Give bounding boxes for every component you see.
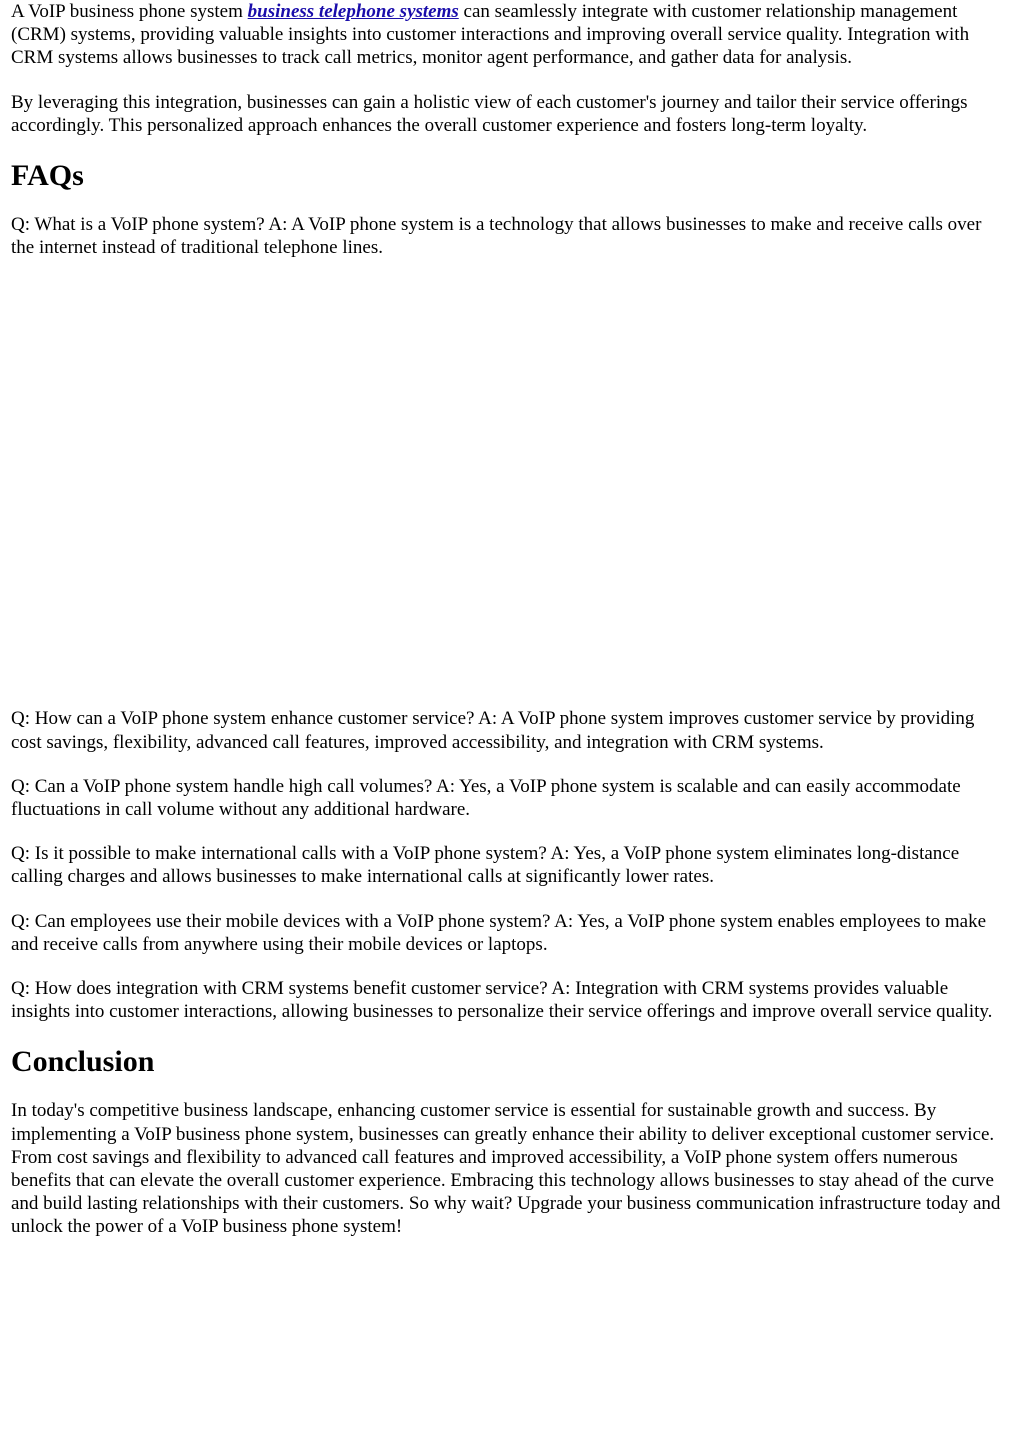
document-page [11,0,1003,1239]
faq-item-1: Q: What is a VoIP phone system? A: A VoIP phone system is a technology that allows businesses to make and receive calls over the internet instead of traditional telephone lines. [11,214,982,259]
faq-item-3: Q: Can a VoIP phone system handle high call volumes? A: Yes, a VoIP phone system is scalable and can easily accommodate fluctuations in call volume without any additional hardware. [11,775,961,821]
faq-item-2: Q: How can a VoIP phone system enhance customer service? A: A VoIP phone system improves customer service by providing cost savings, flexibility, advanced call features, improved accessibility, and integration with CRM systems. [11,708,975,753]
faq-item-5: Q: Can employees use their mobile devices with a VoIP phone system? A: Yes, a VoIP phone system enables employees to make and receive calls from anywhere using their mobile devices or laptops. [11,910,987,955]
intro-text-before-link: A VoIP business phone system [11,1,248,22]
conclusion-paragraph: In today's competitive business landscape, enhancing customer service is essential for sustainable growth and success. By implementing a VoIP business phone system, businesses can greatly enhance their ability to deliver exceptional customer service. From cost savings and flexibility to advanced call features and improved accessibility, a VoIP phone system offers numerous benefits that can elevate the overall customer experience. Embracing this technology allows businesses to stay ahead of the curve and build lasting relationships with their customers. So why wait? Upgrade your business communication infrastructure today and unlock the power of a VoIP business phone system! [11,1100,1001,1238]
blank-space [11,259,1003,707]
intro-paragraph-2: By leveraging this integration, businesses can gain a holistic view of each customer's journey and tailor their service offerings accordingly. This personalized approach enhances the overall customer experience and fosters long-term loyalty. [11,91,968,136]
faq-item-4: Q: Is it possible to make international calls with a VoIP phone system? A: Yes, a VoIP phone system eliminates long-distance calling charges and allows businesses to make international calls at significantly lower rates. [11,843,960,888]
intro-text-after-link: can seamlessly integrate with customer relationship management (CRM) systems, providing valuable insights into customer interactions and improving overall service quality. Integration with CRM systems allows businesses to track call metrics, monitor agent performance, and gather data for analysis. [11,1,970,69]
faq-item-6: Q: How does integration with CRM systems benefit customer service? A: Integration with CRM systems provides valuable insights into customer interactions, allowing businesses to personalize their service offerings and improve overall service quality. [11,978,993,1023]
conclusion-heading: Conclusion [11,1045,155,1079]
faqs-heading: FAQs [11,159,84,193]
intro-paragraph-1 [11,0,1003,70]
business-telephone-systems-link[interactable]: business telephone systems [247,1,459,22]
